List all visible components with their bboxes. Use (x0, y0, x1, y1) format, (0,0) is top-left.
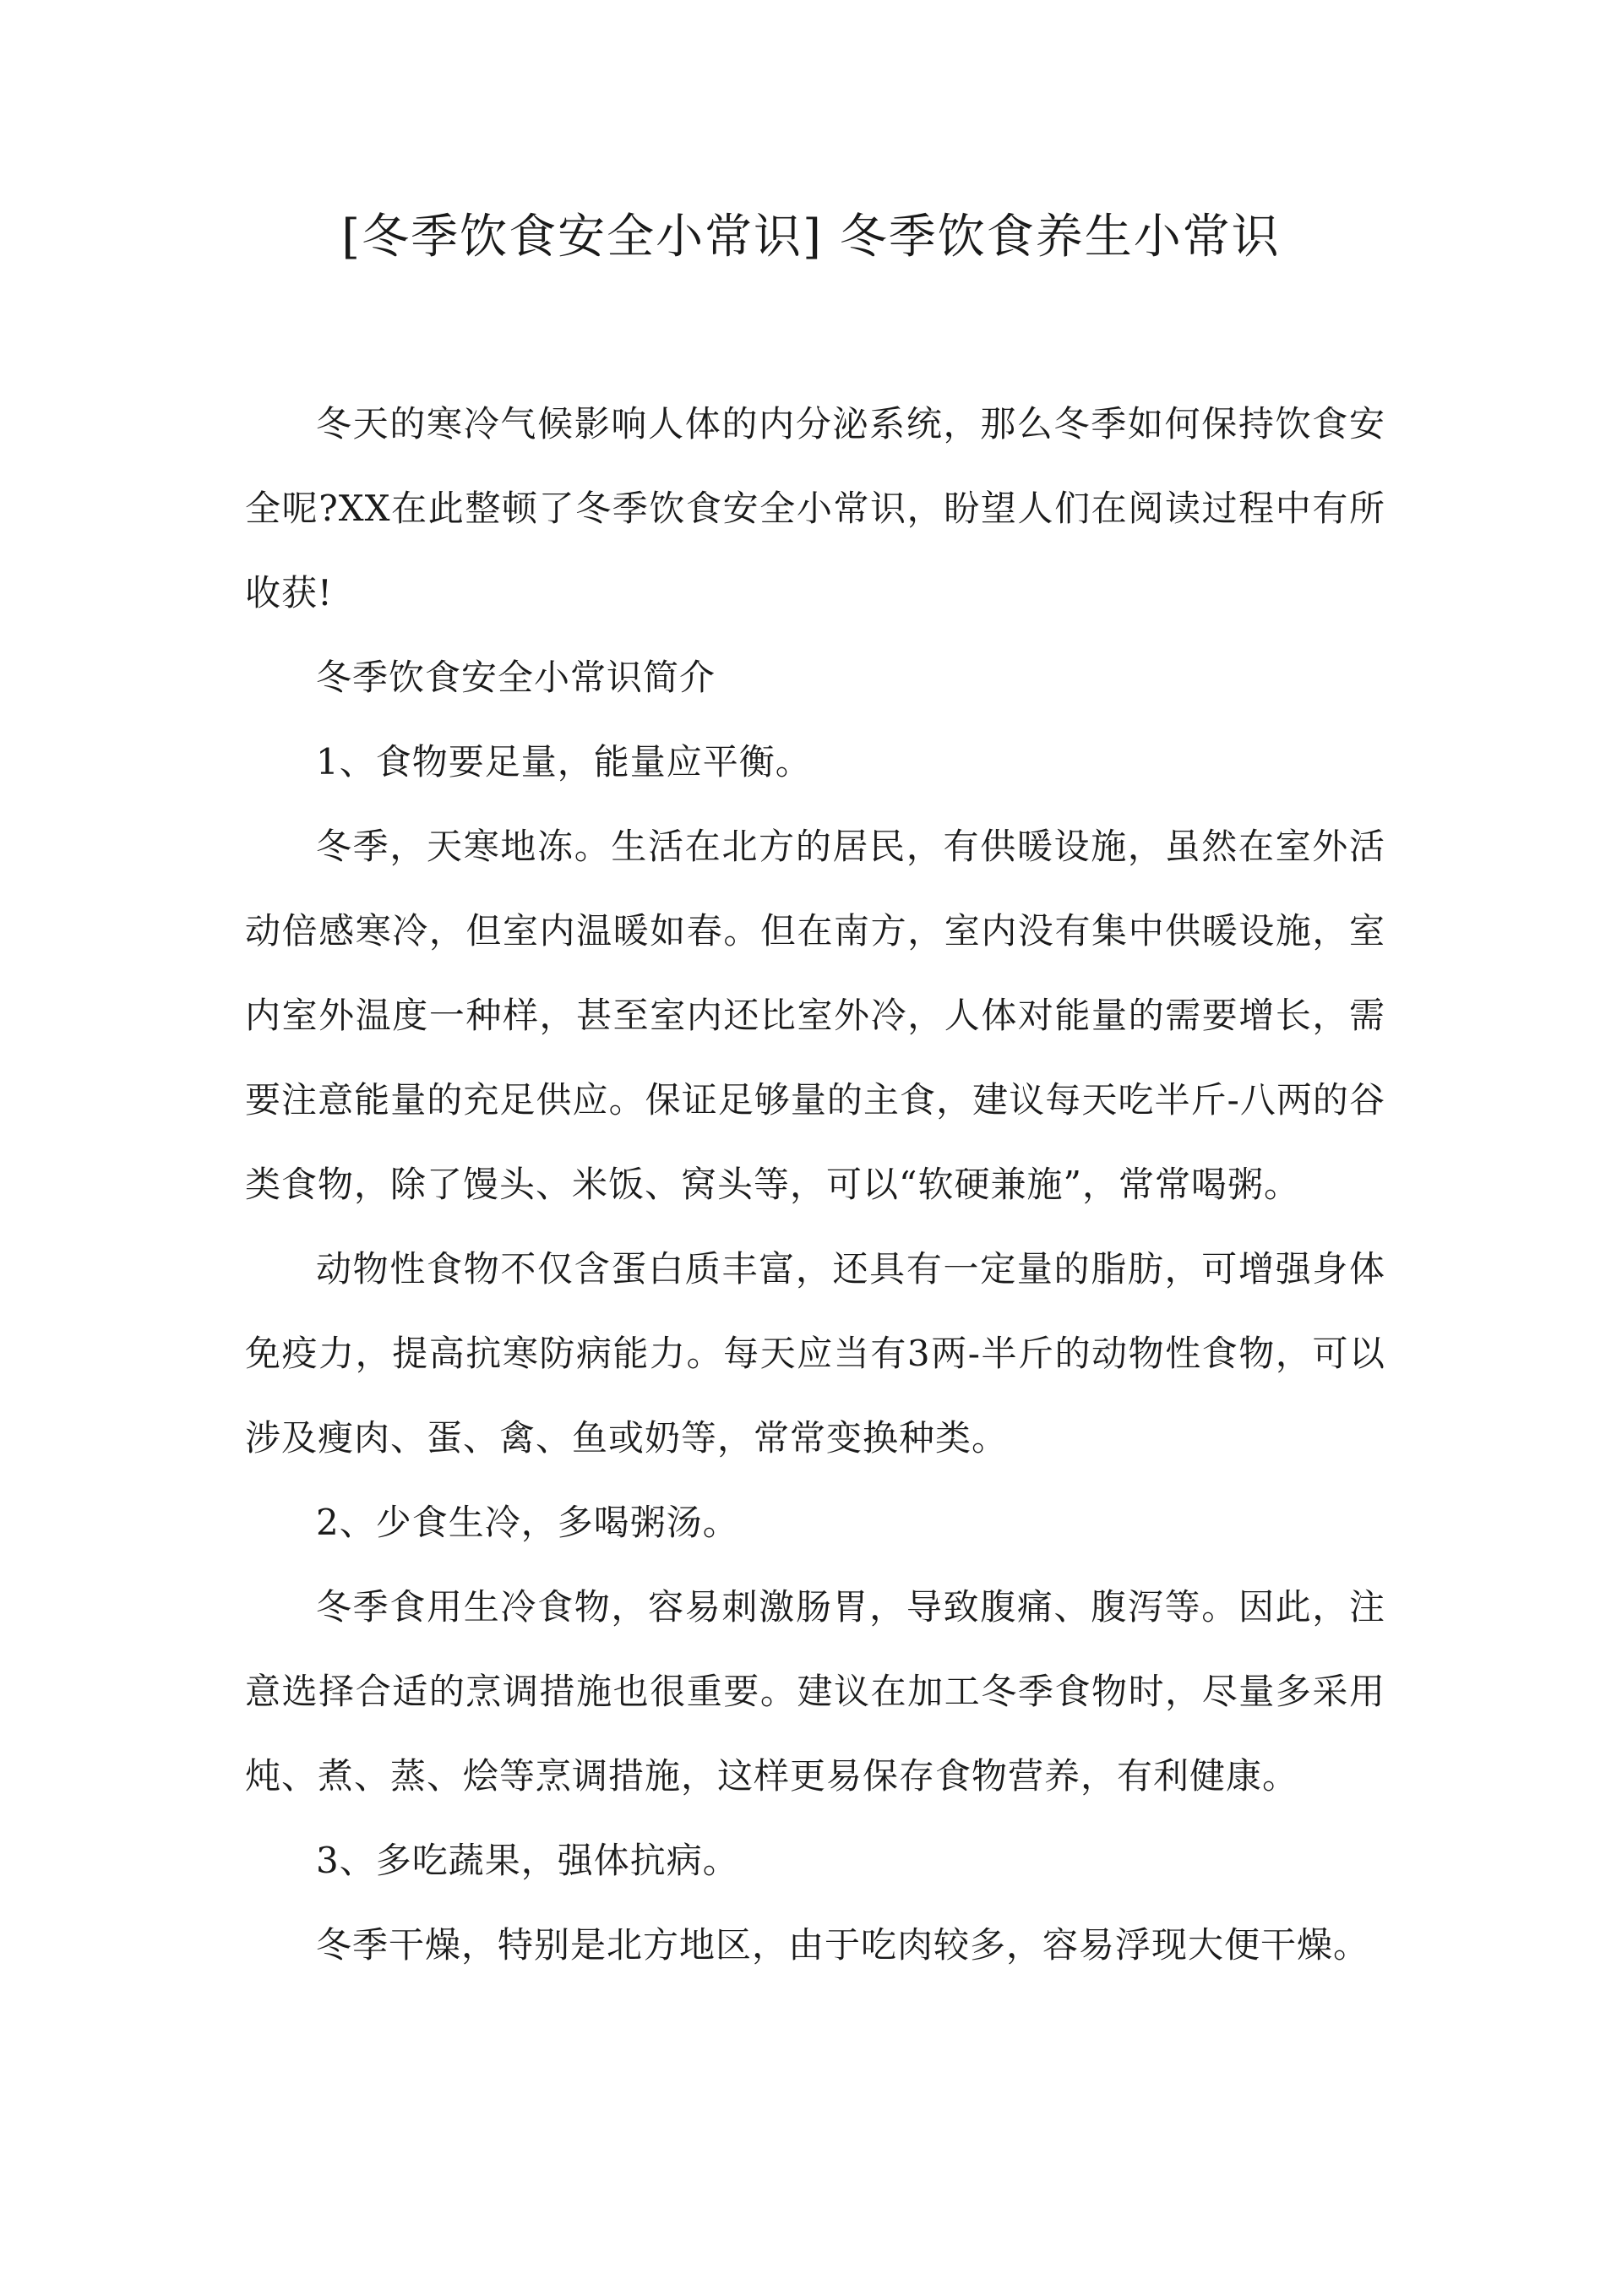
paragraph: 冬季干燥，特别是北方地区，由于吃肉较多，容易浮现大便干燥。 (316, 1924, 1370, 1966)
document-title: [冬季饮食安全小常识] 冬季饮食养生小常识 (341, 210, 1281, 265)
paragraph: 冬季，天寒地冻。生活在北方的居民，有供暖设施，虽然在室外活动倍感寒冷，但室内温暖如春。但在南方，室内没有集中供暖设施，室内室外温度一种样，甚至室内还比室外冷，人体对能量的需要增长，需要注意能量的充足供应。保证足够量的主食，建议每天吃半斤-八两的谷类食物，除了馒头、米饭、窝头等，可以“软硬兼施”，常常喝粥。 (245, 826, 1385, 1205)
section-heading: 冬季饮食安全小常识简介 (316, 657, 716, 698)
tip-heading-1: 1、食物要足量，能量应平衡。 (316, 741, 812, 783)
paragraph: 动物性食物不仅含蛋白质丰富，还具有一定量的脂肪，可增强身体免疫力，提高抗寒防病能力。每天应当有3两-半斤的动物性食物，可以涉及瘦肉、蛋、禽、鱼或奶等，常常变换种类。 (245, 1248, 1385, 1459)
intro-paragraph: 冬天的寒冷气候影响人体的内分泌系统，那么冬季如何保持饮食安全呢?XX在此整顿了冬季饮食安全小常识，盼望人们在阅读过程中有所收获! (245, 403, 1385, 614)
tip-heading-2: 2、少食生冷，多喝粥汤。 (316, 1502, 739, 1543)
paragraph: 冬季食用生冷食物，容易刺激肠胃，导致腹痛、腹泻等。因此，注意选择合适的烹调措施也很重要。建议在加工冬季食物时，尽量多采用炖、煮、蒸、烩等烹调措施，这样更易保存食物营养，有利健康。 (245, 1586, 1385, 1797)
document-body (245, 382, 1385, 1988)
tip-heading-3: 3、多吃蔬果，强体抗病。 (316, 1840, 739, 1881)
